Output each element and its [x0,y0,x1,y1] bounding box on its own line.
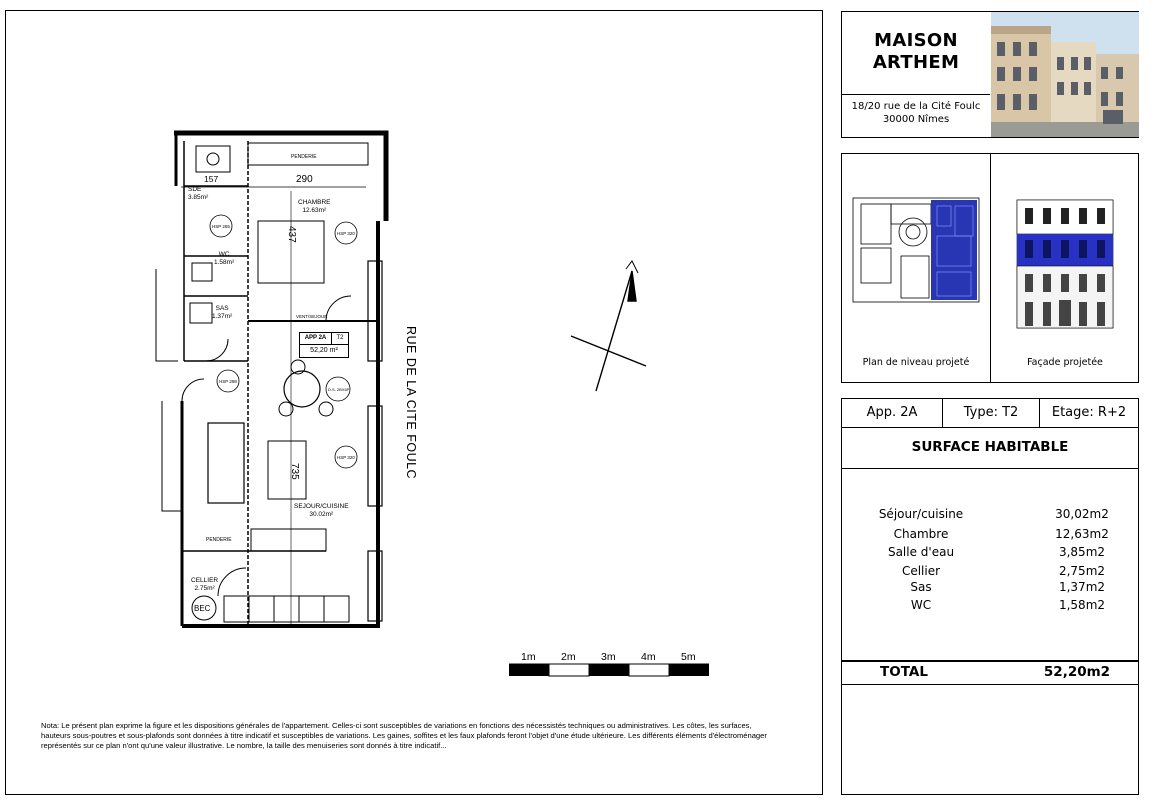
surface-panel [841,398,1139,795]
dim-290: 290 [296,174,313,185]
room-area-3: 3,85m2 [1058,545,1106,559]
penderie-top-label: PENDERIE [291,154,317,160]
sejour-label: SEJOUR/CUISINE 30.02m² [294,503,349,518]
scale-label-3: 3m [601,651,616,663]
room-name-3: Salle d'eau [887,545,955,559]
project-name-line1: MAISON [874,30,958,51]
hsp-label-2: HSP 320 [337,231,355,236]
level-plan-thumbnail [851,196,981,306]
floor-plan-panel [5,10,823,795]
room-name-5: Sas [910,580,932,594]
facade-thumbnail [1015,196,1115,331]
room-area-5: 1,37m2 [1058,580,1106,594]
total-value: 52,20m2 [1043,664,1111,680]
bec-label: BEC [194,604,211,613]
total-label: TOTAL [880,664,928,680]
building-photo [991,12,1139,137]
badge-app: APP 2A [300,333,332,344]
wc-label: WC 1.58m² [214,251,235,266]
room-area-4: 2,75m2 [1058,564,1106,578]
surface-heading: SURFACE HABITABLE [911,439,1069,455]
room-name-6: WC [910,598,932,612]
chambre-label: CHAMBRE 12.63m² [298,199,331,214]
street-name: RUE DE LA CITE FOULC [404,326,418,480]
views-panel [841,153,1139,383]
vm-label: VENT/SEJOUR [296,314,328,319]
scale-bar [509,664,709,676]
disclaimer-note: Nota: Le présent plan exprime la figure et les dispositions générales de l'appartement. Celles-ci sont susceptibles de variations en fonctions des nécessistés techniques ou administratives. Les côtes, les surfaces, hauteurs sous-poutres et sous-plafonds sont données à titre indicatif et susceptibles de variations. Les gaines, soffites et les faux plafonds feront l'objet d'une étude ultérieure. Les différents éléments d'électroménager représentés sur ce plan n'ont qu'une valeur illustrative. Le nombre, la taille des menuiseries sont donnés à titre indicatif... [41,721,767,750]
ds-label: D.S. 2BX6P [328,387,350,392]
app-floor: Etage: R+2 [1051,405,1127,420]
apartment-info-row [842,399,1138,428]
surface-heading-row [842,428,1138,469]
north-arrow-icon [571,261,646,391]
room-area-2: 12,63m2 [1055,527,1109,541]
sde-label: SDE 3.85m² [188,186,209,201]
address-line1: 18/20 rue de la Cité Foulc [851,101,981,112]
title-divider [842,94,990,95]
project-name-line2: ARTHEM [872,52,960,73]
badge-type: T2 [336,335,344,341]
badge-unit: m² [329,347,338,354]
room-area-1: 30,02m2 [1055,507,1109,521]
facade-caption: Façade projetée [1027,357,1103,368]
badge-area: 52,20 [310,347,328,354]
project-address [842,100,990,126]
scale-label-1: 1m [521,651,536,663]
dim-157: 157 [204,174,219,184]
sas-label: SAS 1.37m² [212,305,233,320]
hsp-label-3: HSP 298 [219,379,237,384]
plan-caption: Plan de niveau projeté [862,357,970,368]
total-row [842,660,1138,685]
hsp-label-1: HSP 265 [212,224,230,229]
cellier-label: CELLIER 2.75m² [191,577,219,592]
app-type: Type: T2 [943,399,1040,427]
scale-label-5: 5m [681,651,696,663]
address-line2: 30000 Nîmes [882,114,950,125]
project-name [842,30,990,74]
room-name-2: Chambre [893,527,949,541]
room-name-4: Cellier [901,564,941,578]
app-number: App. 2A [842,399,943,427]
penderie-bottom-label: PENDERIE [206,537,232,543]
hsp-label-4: HSP 320 [337,455,355,460]
room-name-1: Séjour/cuisine [878,507,964,521]
title-block [841,11,1139,138]
scale-label-4: 4m [641,651,656,663]
dim-735: 735 [289,463,300,480]
room-area-6: 1,58m2 [1058,598,1106,612]
dim-437: 437 [286,226,297,243]
apartment-badge [299,332,349,358]
scale-label-2: 2m [561,651,576,663]
